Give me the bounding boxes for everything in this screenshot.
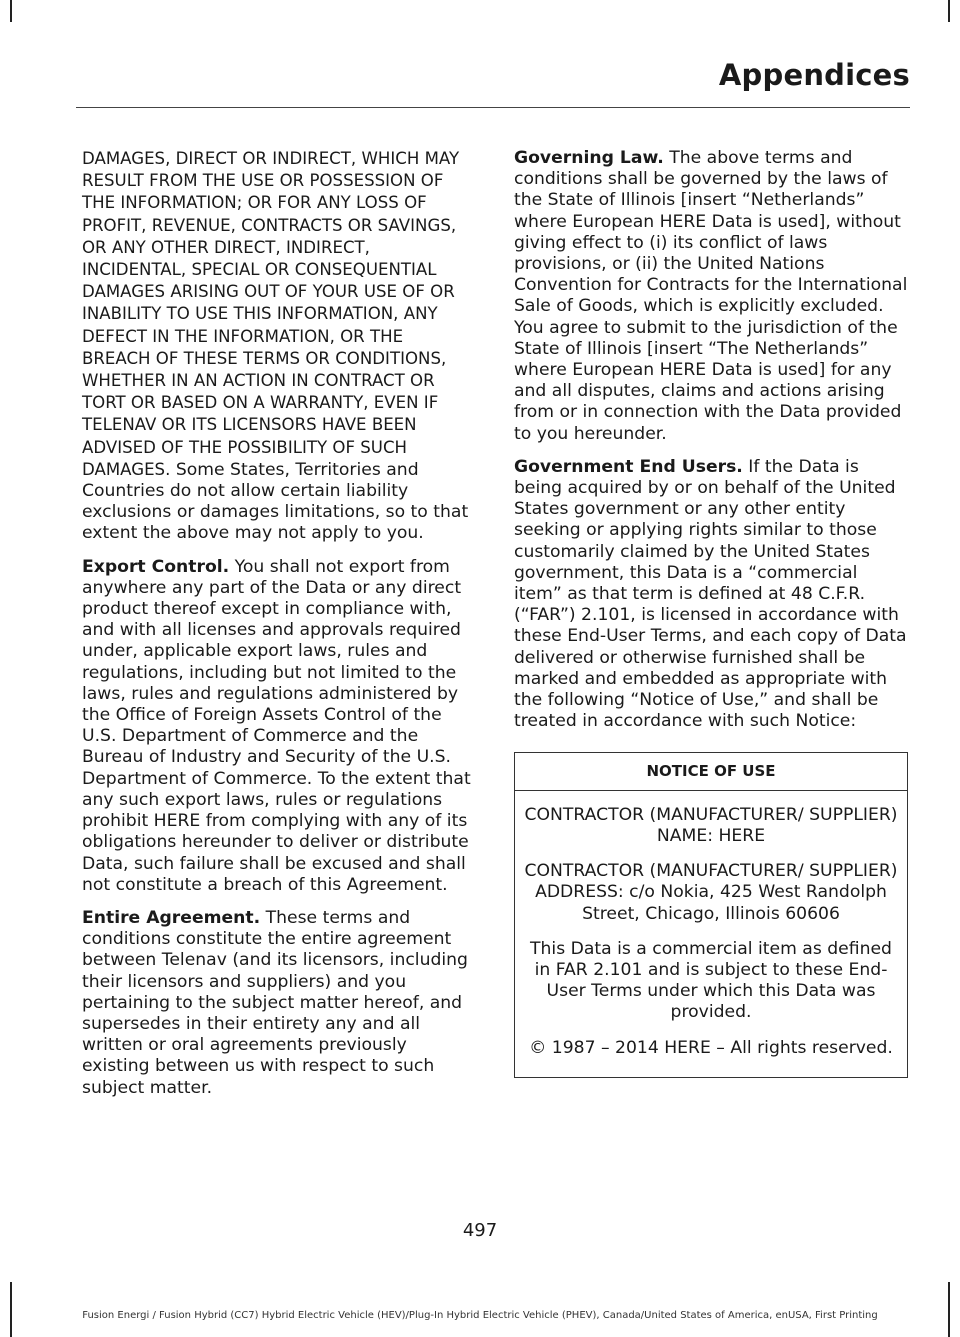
notice-contractor-name: CONTRACTOR (MANUFACTURER/ SUPPLIER) NAME: HERE (524, 804, 898, 846)
government-end-users-text: If the Data is being acquired by or on behalf of the United States government or any other entity seeking or applying rights similar to those customarily claimed by the United States government, this Data is a “commercial item” as that term is defined at 48 C.F.R. (“FAR”) 2.101, is licensed in accordance with these End-User Terms, and each copy of Data delivered or otherwise furnished shall be marked and embedded as appropriate with the following “Notice of Use,” and shall be treated in accordance with such Notice: (514, 456, 907, 732)
governing-law-text: The above terms and conditions shall be governed by the laws of the State of Illinois [insert “Netherlands” where European HERE Data is used], without giving effect to (i) its conflict of laws provisions, or (ii) the United Nations Convention for Contracts for the International Sale of Goods, which is explicitly excluded. You agree to submit to the jurisdiction of the State of Illinois [insert “The Netherlands” where European HERE Data is used] for any and all disputes, claims and actions arising from or in connection with the Data provided to you hereunder. (514, 148, 908, 444)
crop-mark-top-right (948, 0, 950, 22)
notice-title: NOTICE OF USE (515, 753, 907, 790)
notice-body (515, 791, 907, 1077)
page-number: 497 (462, 1220, 498, 1241)
liability-tail-text: Some States, Territories and Countries do not allow certain liability exclusions or damages limitations, so to that extent the above may not apply to you. (82, 459, 469, 544)
entire-agreement-text: These terms and conditions constitute the entire agreement between Telenav (and its licensors, including their licensors and suppliers) and you pertaining to the subject matter hereof, and supersedes in their entirety any and all written or oral agreements previously existing between us with respect to such subject matter. (82, 907, 468, 1098)
left-column (82, 148, 476, 1111)
liability-paragraph (82, 148, 476, 545)
export-control-paragraph (82, 557, 476, 896)
government-end-users-heading: Government End Users. (514, 456, 743, 477)
notice-copyright: © 1987 – 2014 HERE – All rights reserved. (529, 1037, 893, 1058)
entire-agreement-heading: Entire Agreement. (82, 907, 261, 928)
right-column (514, 148, 908, 1078)
notice-contractor-address: CONTRACTOR (MANUFACTURER/ SUPPLIER) ADDRESS: c/o Nokia, 425 West Randolph Street, Chicago, Illinois 60606 (524, 861, 898, 924)
header-divider (76, 107, 910, 108)
governing-law-heading: Governing Law. (514, 148, 664, 168)
page-title: Appendices (718, 58, 910, 92)
crop-mark-top-left (10, 0, 12, 22)
notice-of-use-box (514, 752, 908, 1077)
liability-caps-text: DAMAGES, DIRECT OR INDIRECT, WHICH MAY RESULT FROM THE USE OR POSSESSION OF THE INFORMATION; OR FOR ANY LOSS OF PROFIT, REVENUE, CONTRACTS OR SAVINGS, OR ANY OTHER DIRECT, INDIRECT, INCIDENTAL, SPECIAL OR CONSEQUENTIAL DAMAGES ARISING OUT OF YOUR USE OF OR INABILITY TO USE THIS INFORMATION, ANY DEFECT IN THE INFORMATION, OR THE BREACH OF THESE TERMS OR CONDITIONS, WHETHER IN AN ACTION IN CONTRACT OR TORT OR BASED ON A WARRANTY, EVEN IF TELENAV OR ITS LICENSORS HAVE BEEN ADVISED OF THE POSSIBILITY OF SUCH DAMAGES. (82, 149, 460, 479)
governing-law-paragraph (514, 148, 908, 445)
notice-statement: This Data is a commercial item as defined in FAR 2.101 and is subject to these End-User Terms under which this Data was provided. (530, 938, 892, 1023)
export-control-heading: Export Control. (82, 556, 230, 577)
entire-agreement-paragraph (82, 908, 476, 1099)
government-end-users-paragraph (514, 457, 908, 733)
footer-text: Fusion Energi / Fusion Hybrid (CC7) Hybrid Electric Vehicle (HEV)/Plug-In Hybrid Electric Vehicle (PHEV), Canada/United States of America, enUSA, First Printing (82, 1310, 878, 1321)
export-control-text: You shall not export from anywhere any part of the Data or any direct product thereof except in compliance with, and with all licenses and approvals required under, applicable export laws, rules and regulations, including but not limited to the laws, rules and regulations administered by the Office of Foreign Assets Control of the U.S. Department of Commerce and the Bureau of Industry and Security of the U.S. Department of Commerce. To the extent that any such export laws, rules or regulations prohibit HERE from complying with any of its obligations hereunder to deliver or distribute Data, such failure shall be excused and shall not constitute a breach of this Agreement. (82, 556, 471, 895)
